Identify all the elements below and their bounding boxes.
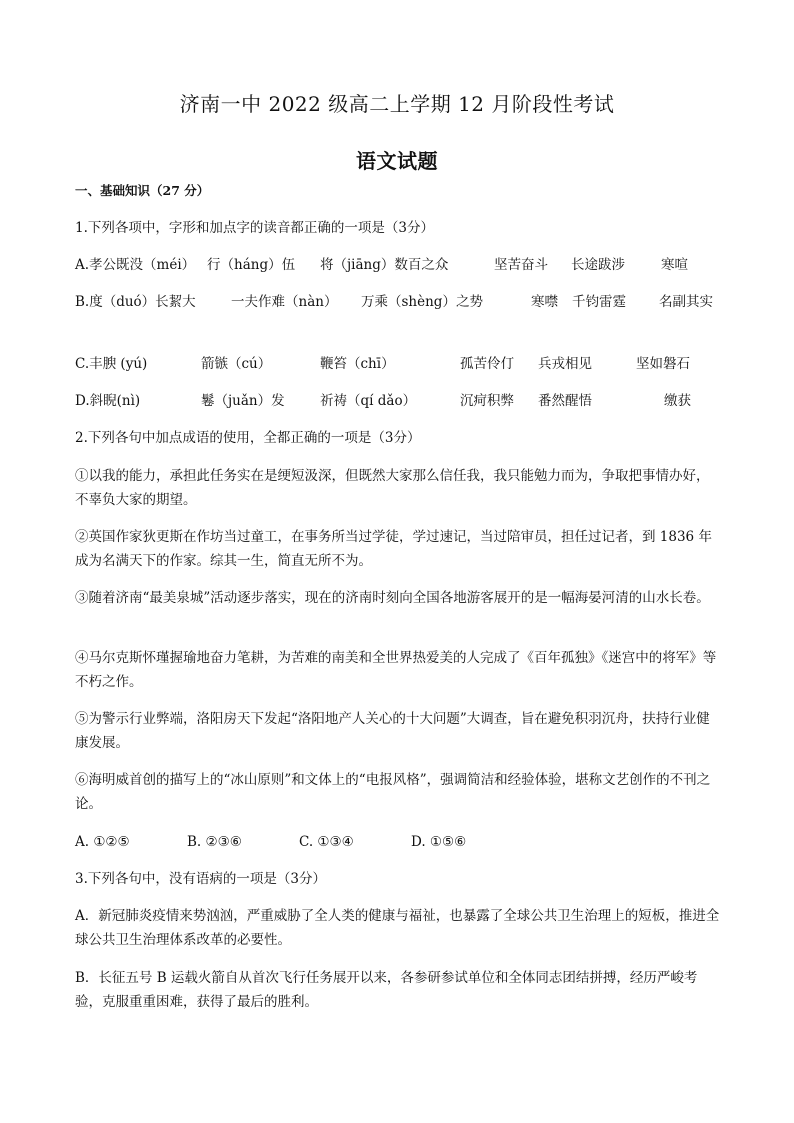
q2-sentence-5: ⑤为警示行业弊端，洛阳房天下发起“洛阳地产人关心的十大问题”大调查，旨在避免积羽沉舟，扶持行业健康发展。 xyxy=(75,711,710,751)
q3-option-b: B．长征五号 B 运载火箭自从首次飞行任务展开以来，各参研参试单位和全体同志团结拼搏，经历严峻考验，克服重重困难，获得了最后的胜利。 xyxy=(75,970,698,1010)
q1-d-item: 鬈（juǎn）发 xyxy=(201,393,285,409)
exam-title: 济南一中 2022 级高二上学期 12 月阶段性考试 xyxy=(179,92,615,116)
q3-option-a: A．新冠肺炎疫情来势汹汹，严重威胁了全人类的健康与福祉，也暴露了全球公共卫生治理上的短板，推进全球公共卫生治理体系改革的必要性。 xyxy=(75,908,720,948)
q2-sentence-6: ⑥海明威首创的描写上的“冰山原则”和文体上的“电报风格”，强调简洁和经验体验，堪称文艺创作的不刊之论。 xyxy=(75,772,711,812)
q1-d-item: 缴获 xyxy=(664,393,691,409)
q1-b-item: 名副其实 xyxy=(659,294,713,310)
q2-sentence-1: ①以我的能力，承担此任务实在是绠短汲深，但既然大家那么信任我，我只能勉力而为，争取把事情办好，不辜负大家的期望。 xyxy=(75,468,710,508)
q2-stem: 2.下列各句中加点成语的使用，全都正确的一项是（3分） xyxy=(75,430,421,446)
q1-b-item: B.度（duó）长絜大 xyxy=(75,294,196,310)
q2-sentence-4: ④马尔克斯怀瑾握瑜地奋力笔耕，为苦难的南美和全世界热爱美的人完成了《百年孤独》《迷宫中的将军》等不朽之作。 xyxy=(75,650,717,690)
q2-option: D. ①⑤⑥ xyxy=(411,834,467,850)
q2-sentence-2: ②英国作家狄更斯在作坊当过童工，在事务所当过学徒，学过速记，当过陪审员，担任过记者，到 1836 年成为名满天下的作家。综其一生，简直无所不为。 xyxy=(75,529,712,569)
q1-b-item: 一夫作难（nàn） xyxy=(231,294,338,310)
q1-a-item: A.孝公既没（méi） xyxy=(75,257,196,273)
q1-c-item: 鞭笞（chī） xyxy=(320,356,395,372)
q2-option: C. ①③④ xyxy=(299,834,354,850)
q1-c-item: 箭镞（cú） xyxy=(201,356,272,372)
q1-stem: 1.下列各项中，字形和加点字的读音都正确的一项是（3分） xyxy=(75,220,434,236)
section-heading: 一、基础知识（27 分） xyxy=(75,183,210,198)
q1-d-item: 沉疴积弊 xyxy=(460,393,514,409)
q2-option: A. ①②⑤ xyxy=(75,834,130,850)
q1-d-item: 番然醒悟 xyxy=(538,393,592,409)
q2-option: B. ②③⑥ xyxy=(187,834,242,850)
q1-b-item: 万乘（shèng）之势 xyxy=(361,294,483,310)
q1-a-item: 坚苦奋斗 xyxy=(494,257,548,273)
q1-c-item: 兵戎相见 xyxy=(538,356,592,372)
q1-c-item: C.丰腴 (yú) xyxy=(75,356,148,372)
q2-sentence-3: ③随着济南“最美泉城”活动逐步落实，现在的济南时刻向全国各地游客展开的是一幅海晏河清的山水长卷。 xyxy=(75,590,710,606)
q1-c-item: 坚如磐石 xyxy=(636,356,690,372)
exam-subtitle: 语文试题 xyxy=(356,149,438,173)
q1-d-item: 祈祷（qí dǎo） xyxy=(320,393,417,409)
q1-a-item: 寒喧 xyxy=(661,257,688,273)
q1-c-item: 孤苦伶仃 xyxy=(460,356,514,372)
q1-b-item: 千钧雷霆 xyxy=(572,294,626,310)
q1-a-item: 长途跋涉 xyxy=(571,257,625,273)
q3-stem: 3.下列各句中，没有语病的一项是（3分） xyxy=(75,871,326,887)
q1-a-item: 将（jiāng）数百之众 xyxy=(320,257,449,273)
q1-d-item: D.斜睨(nì) xyxy=(75,393,141,409)
q1-b-item: 寒噤 xyxy=(531,294,558,310)
q1-a-item: 行（háng）伍 xyxy=(207,257,296,273)
